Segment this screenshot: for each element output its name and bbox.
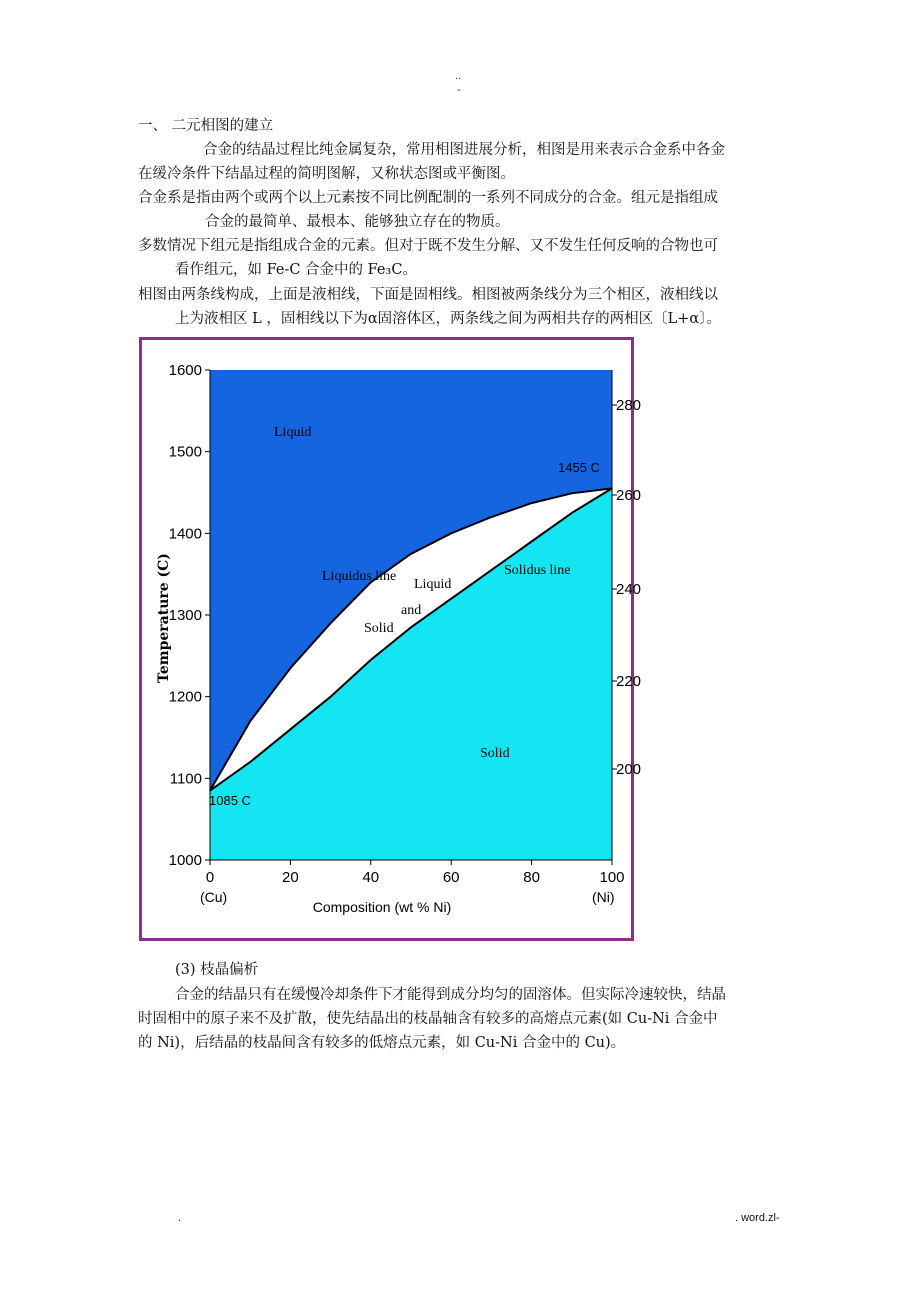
liquidus-label: Liquidus line (322, 569, 397, 584)
y-tick-label: 1400 (168, 525, 202, 543)
x-tick-label: 40 (362, 869, 380, 886)
paragraph-line: 多数情况下组元是指组成合金的元素。但对于既不发生分解、又不发生任何反响的合物也可 (138, 238, 718, 254)
right-tick-label: 260 (616, 487, 642, 504)
x-axis-label: Composition (wt % Ni) (312, 899, 452, 915)
right-tick-label: 240 (616, 581, 642, 598)
y-tick-label: 1000 (168, 852, 202, 869)
point-label-1455: 1455 C (558, 460, 600, 475)
y-tick-label: 1600 (168, 362, 202, 379)
paragraph-line: 时固相中的原子来不及扩散，使先结晶出的枝晶轴含有较多的高熔点元素(如 Cu-Ni 合金中 (138, 1011, 718, 1027)
paragraph-line: 的 Ni)，后结晶的枝晶间含有较多的低熔点元素，如 Cu-Ni 合金中的 Cu)。 (138, 1035, 626, 1051)
right-tick-label: 220 (616, 673, 642, 690)
phase-diagram-figure (139, 337, 642, 941)
y-tick-group (169, 362, 210, 869)
x-tick-label: 80 (523, 869, 540, 886)
y-axis-label: Temperature (C) (156, 553, 172, 683)
x-tick-label: 20 (282, 869, 299, 886)
paragraph-line: 合金系是指由两个或两个以上元素按不同比例配制的一系列不同成分的合金。组元是指组成 (138, 190, 718, 206)
header-mark: .. (455, 70, 462, 82)
right-tick-group (612, 397, 641, 778)
paragraph-line: 合金的结晶过程比纯金属复杂，常用相图进展分析，相图是用来表示合金系中各金 (203, 142, 725, 158)
solidus-label: Solidus line (504, 563, 571, 578)
x-tick-label: 0 (205, 869, 215, 886)
y-tick-label: 1200 (168, 688, 202, 706)
two-phase-label-and: and (401, 603, 422, 618)
footer-left: . (178, 1212, 182, 1224)
y-tick-label: 1500 (168, 443, 202, 461)
phase-diagram-chart (142, 340, 642, 938)
right-tick-label: 200 (616, 761, 642, 778)
x-tick-group (206, 860, 625, 886)
solid-label: Solid (480, 746, 510, 761)
header-dash: - (457, 84, 461, 96)
y-tick-label: 1100 (169, 770, 202, 788)
subsection-title: (3) 枝晶偏析 (175, 962, 259, 978)
right-tick-label: 280 (616, 397, 642, 414)
x-end-label-cu: (Cu) (200, 889, 228, 905)
x-tick-label: 100 (599, 869, 625, 886)
section-title: 一、 二元相图的建立 (138, 118, 274, 134)
paragraph-line: 看作组元，如 Fe-C 合金中的 Fe₃C。 (175, 262, 417, 278)
paragraph-line: 合金的结晶只有在缓慢冷却条件下才能得到成分均匀的固溶体。但实际冷速较快，结晶 (175, 987, 726, 1003)
paragraph-line: 上为液相区 L ，固相线以下为α固溶体区，两条线之间为两相共存的两相区〔L+α〕。 (175, 311, 721, 327)
paragraph-line: 相图由两条线构成，上面是液相线，下面是固相线。相图被两条线分为三个相区，液相线以 (138, 287, 718, 303)
footer-right: . word.zl- (735, 1212, 780, 1224)
y-tick-label: 1300 (168, 607, 202, 624)
two-phase-label-liquid: Liquid (414, 577, 452, 592)
liquid-label: Liquid (274, 425, 312, 440)
two-phase-label-solid: Solid (364, 621, 394, 636)
paragraph-line: 在缓冷条件下结晶过程的简明图解，又称状态图或平衡图。 (138, 166, 515, 182)
point-label-1085: 1085 C (209, 793, 251, 808)
paragraph-line: 合金的最简单、最根本、能够独立存在的物质。 (205, 214, 510, 230)
x-tick-label: 60 (442, 869, 460, 886)
x-end-label-ni: (Ni) (592, 889, 615, 905)
